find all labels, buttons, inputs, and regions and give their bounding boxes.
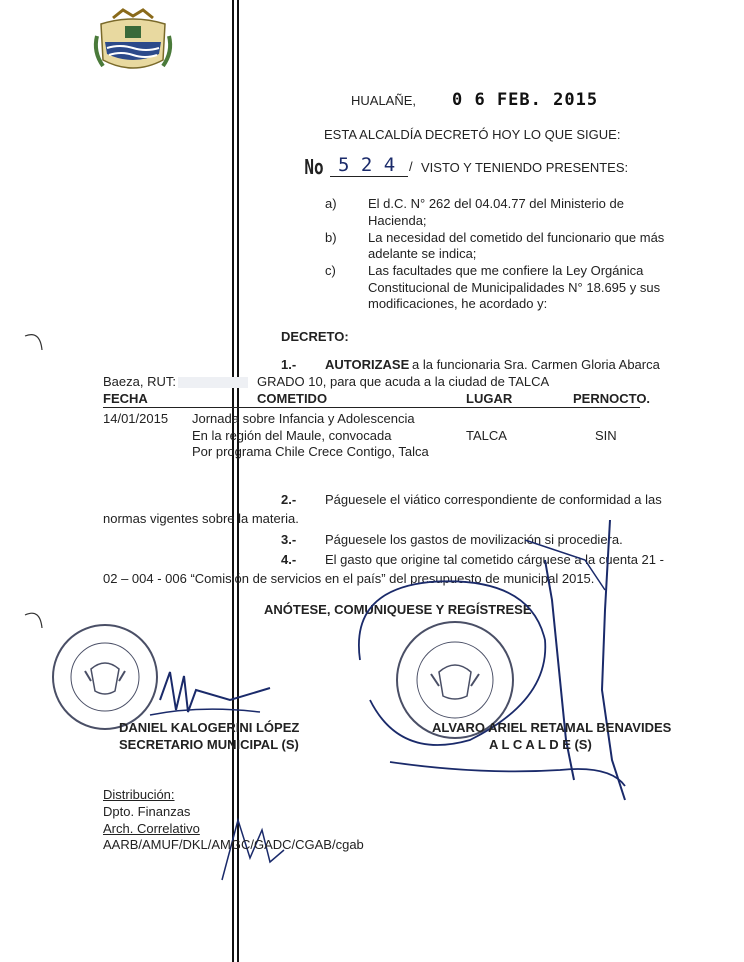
- consideration-text: La necesidad del cometido del funcionario que más: [368, 230, 665, 245]
- consideration-text: Hacienda;: [368, 213, 427, 228]
- place-label: HUALAÑE,: [351, 93, 417, 108]
- authorize-keyword: AUTORIZASE: [325, 357, 410, 372]
- table-header-fecha: FECHA: [103, 391, 148, 406]
- item-text: El gasto que origine tal cometido cárguese a la cuenta 21 -: [325, 552, 664, 567]
- item-text: 02 – 004 - 006 “Comisión de servicios en el país” del presupuesto de municipal 2015.: [103, 571, 595, 586]
- mayor-name: ALVARO ARIEL RETAMAL BENAVIDES: [432, 720, 672, 735]
- table-header-rule: [103, 407, 640, 408]
- intro-text: ESTA ALCALDÍA DECRETÓ HOY LO QUE SIGUE:: [324, 127, 621, 142]
- consideration-letter: b): [325, 230, 337, 245]
- number-label: No: [304, 155, 324, 179]
- item-text: a la funcionaria Sra. Carmen Gloria Abarca: [412, 357, 660, 372]
- distribution-initials: AARB/AMUF/DKL/AMGC/GADC/CGAB/cgab: [103, 837, 364, 852]
- municipal-seal-left: [53, 625, 157, 729]
- table-cell-cometido: Jornada sobre Infancia y Adolescencia: [192, 411, 415, 426]
- table-cell-lugar: TALCA: [466, 428, 507, 443]
- item-text: Páguesele los gastos de movilización si procediera.: [325, 532, 623, 547]
- secretary-name: DANIEL KALOGERINI LÓPEZ: [119, 720, 300, 735]
- table-cell-date: 14/01/2015: [103, 411, 169, 426]
- table-header-cometido: COMETIDO: [257, 391, 328, 406]
- item-text: Páguesele el viático correspondiente de conformidad a las: [325, 492, 662, 507]
- secretary-title: SECRETARIO MUNICIPAL (S): [119, 737, 299, 752]
- item-number: 2.-: [281, 492, 297, 507]
- date-stamp: 0 6 FEB. 2015: [452, 90, 599, 110]
- visto-text: VISTO Y TENIENDO PRESENTES:: [421, 160, 629, 175]
- item-text: normas vigentes sobre la materia.: [103, 511, 299, 526]
- redacted-rut: [178, 377, 248, 388]
- distribution-heading: Distribución:: [103, 787, 175, 802]
- item-number: 4.-: [281, 552, 297, 567]
- consideration-text: adelante se indica;: [368, 246, 477, 261]
- item-text: Baeza, RUT:: [103, 374, 176, 389]
- item-number: 1.-: [281, 357, 297, 372]
- number-slash: /: [409, 159, 413, 174]
- table-header-pernocto: PERNOCTO.: [573, 391, 651, 406]
- item-number: 3.-: [281, 532, 297, 547]
- consideration-text: modificaciones, he acordado y:: [368, 296, 548, 311]
- consideration-text: Las facultades que me confiere la Ley Orgánica: [368, 263, 644, 278]
- distribution-item: Dpto. Finanzas: [103, 804, 191, 819]
- distribution-item: Arch. Correlativo: [103, 821, 200, 836]
- decreto-heading: DECRETO:: [281, 329, 349, 344]
- table-cell-cometido: Por programa Chile Crece Contigo, Talca: [192, 444, 429, 459]
- fold-line-left: [232, 0, 234, 962]
- consideration-text: El d.C. N° 262 del 04.04.77 del Ministerio de: [368, 196, 624, 211]
- number-underline: [330, 176, 408, 177]
- consideration-letter: c): [325, 263, 336, 278]
- closing-formula: ANÓTESE, COMUNIQUESE Y REGÍSTRESE: [264, 602, 532, 617]
- mayor-title: A L C A L D E (S): [489, 737, 592, 752]
- table-header-lugar: LUGAR: [466, 391, 513, 406]
- fold-line-right: [237, 0, 239, 962]
- consideration-letter: a): [325, 196, 337, 211]
- consideration-text: Constitucional de Municipalidades N° 18.695 y sus: [368, 280, 661, 295]
- decree-number: 5 2 4: [338, 154, 396, 176]
- table-cell-cometido: En la región del Maule, convocada: [192, 428, 392, 443]
- item-text: GRADO 10, para que acuda a la ciudad de TALCA: [257, 374, 550, 389]
- table-cell-pernocto: SIN: [595, 428, 617, 443]
